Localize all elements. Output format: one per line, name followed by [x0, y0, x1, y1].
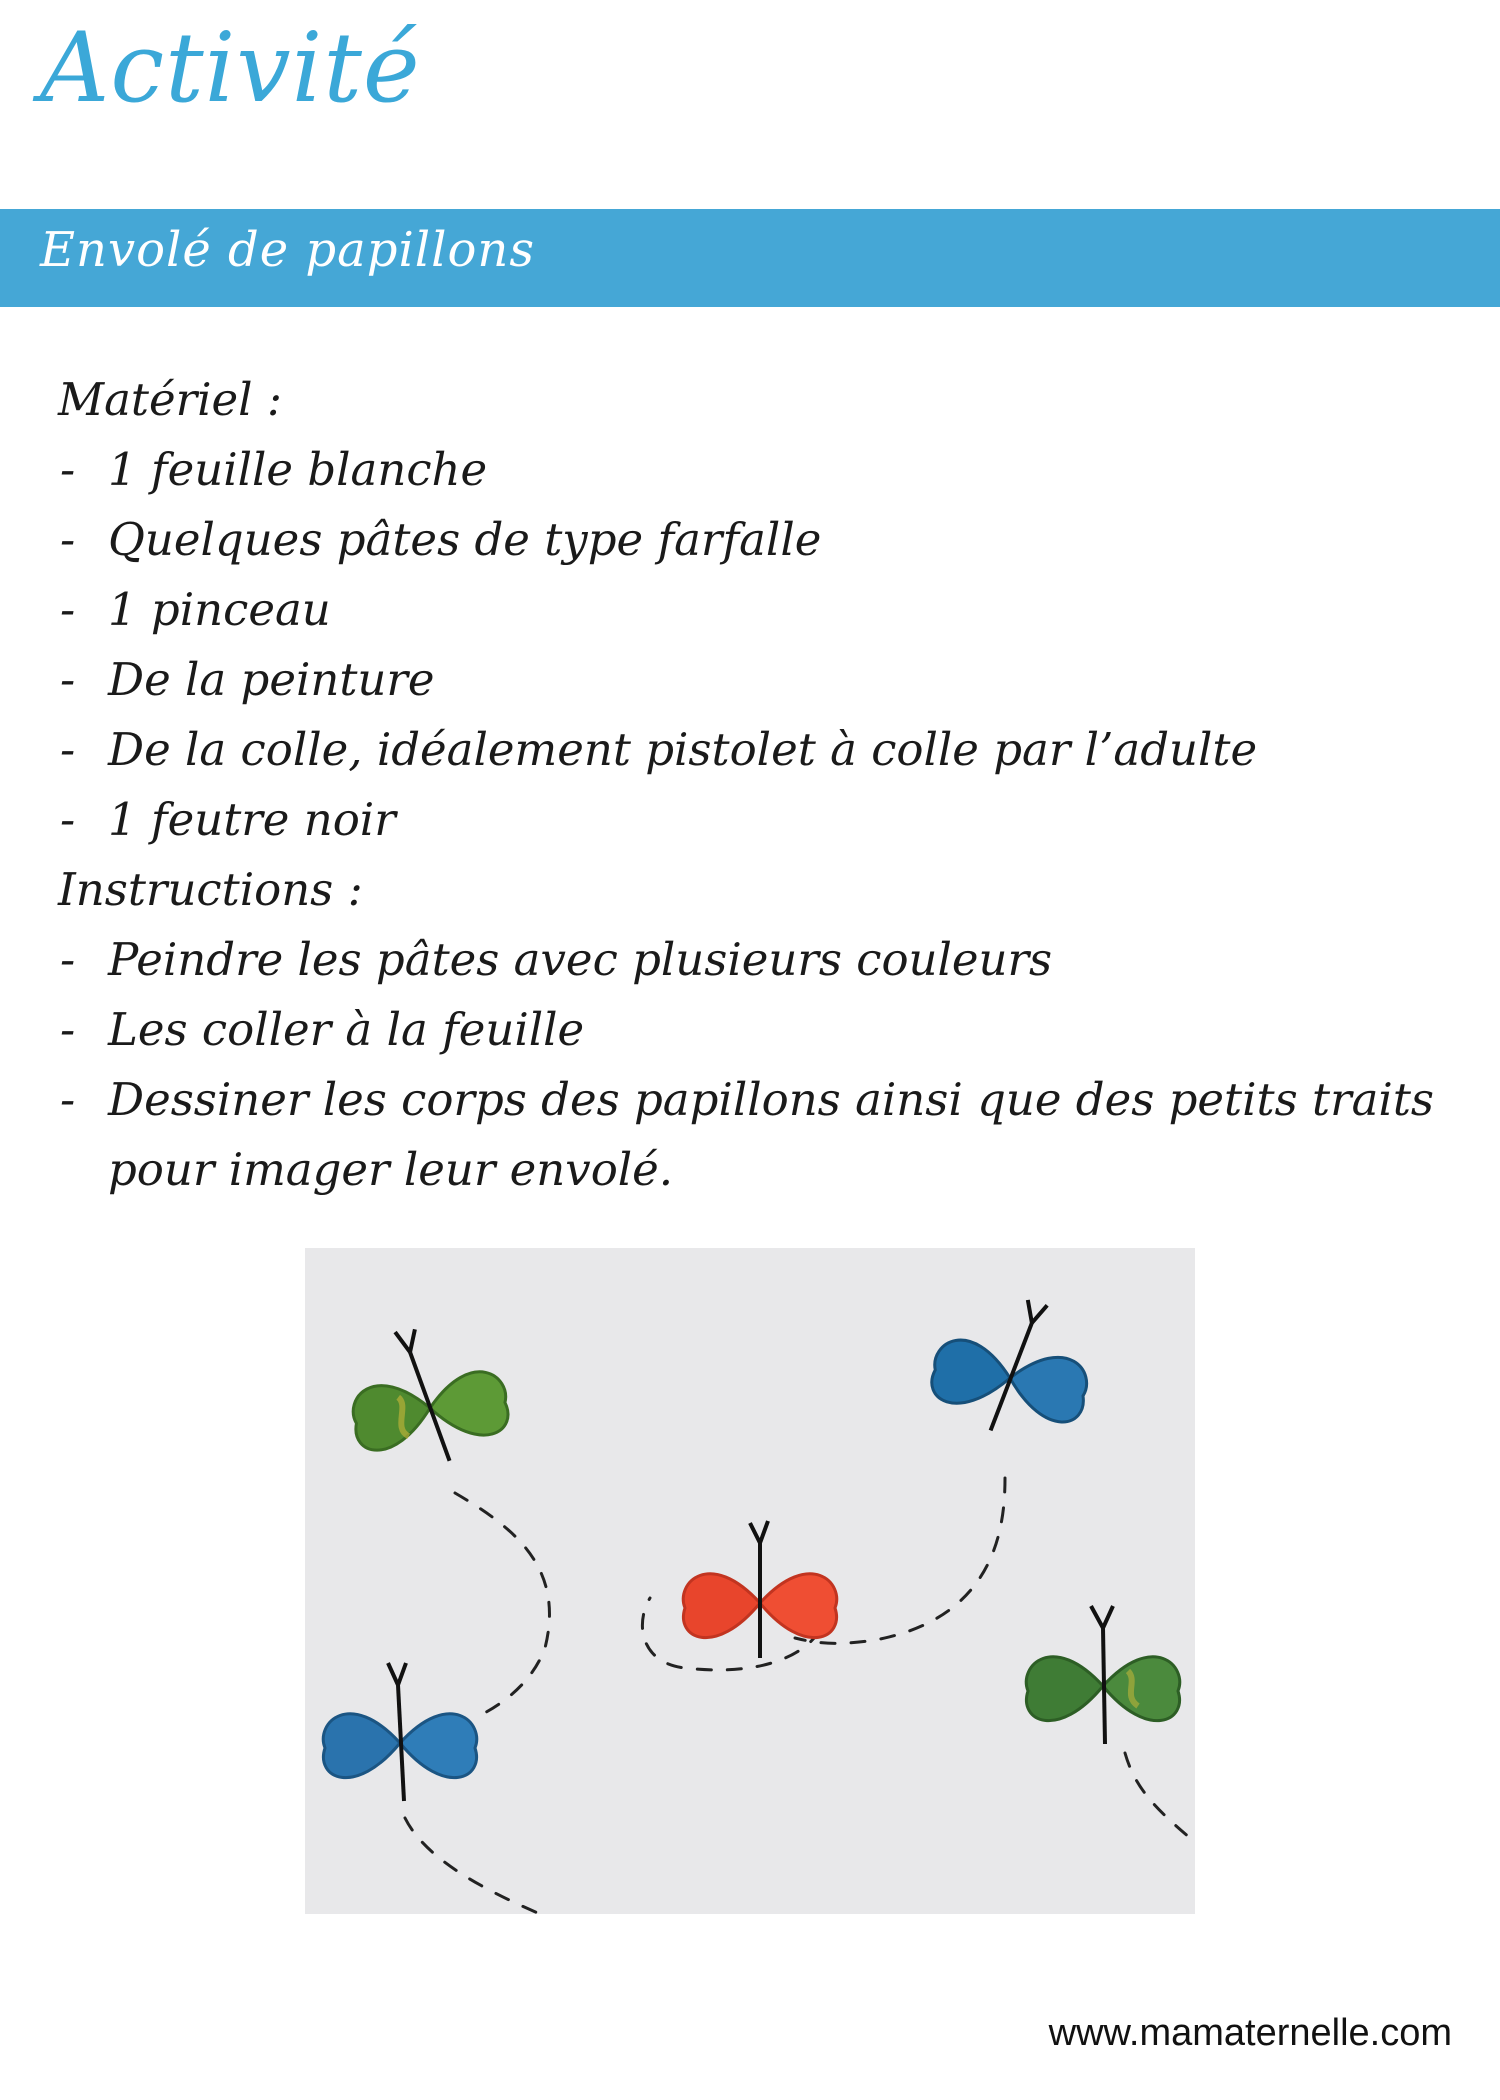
website-url: www.mamaternelle.com [1048, 2012, 1452, 2054]
bullet-dash: - [60, 1003, 76, 1056]
instructions-list [58, 925, 1458, 1205]
materials-list [58, 435, 1458, 855]
page-heading: Activité [40, 12, 421, 124]
bullet-dash: - [60, 583, 76, 636]
list-item [58, 785, 1458, 855]
bullet-dash: - [60, 933, 76, 986]
list-item [58, 645, 1458, 715]
bullet-dash: - [60, 1073, 76, 1126]
list-item-text: 1 pinceau [108, 583, 331, 636]
list-item-text: Quelques pâtes de type farfalle [108, 513, 822, 566]
list-item [58, 1065, 1458, 1205]
bullet-dash: - [60, 793, 76, 846]
instructions-heading: Instructions : [58, 863, 363, 916]
bullet-dash: - [60, 443, 76, 496]
list-item [58, 575, 1458, 645]
list-item [58, 505, 1458, 575]
list-item-text: 1 feutre noir [108, 793, 396, 846]
butterfly-craft-photo [305, 1248, 1195, 1914]
list-item [58, 715, 1458, 785]
list-item-text: Peindre les pâtes avec plusieurs couleurs [108, 933, 1053, 986]
list-item [58, 925, 1458, 995]
bullet-dash: - [60, 723, 76, 776]
activity-title: Envolé de papillons [40, 222, 535, 278]
list-item [58, 995, 1458, 1065]
banner-top-edge [0, 205, 1500, 213]
list-item [58, 435, 1458, 505]
bullet-dash: - [60, 653, 76, 706]
list-item-text: 1 feuille blanche [108, 443, 488, 496]
list-item-text: Les coller à la feuille [108, 1003, 585, 1056]
list-item-text: Dessiner les corps des papillons ainsi que des petits traits pour imager leur envolé. [108, 1073, 1435, 1196]
list-item-text: De la peinture [108, 653, 435, 706]
bullet-dash: - [60, 513, 76, 566]
list-item-text: De la colle, idéalement pistolet à colle par l’adulte [108, 723, 1258, 776]
content [58, 365, 1458, 1205]
banner-bottom-edge [0, 303, 1500, 311]
materials-heading: Matériel : [58, 373, 283, 426]
